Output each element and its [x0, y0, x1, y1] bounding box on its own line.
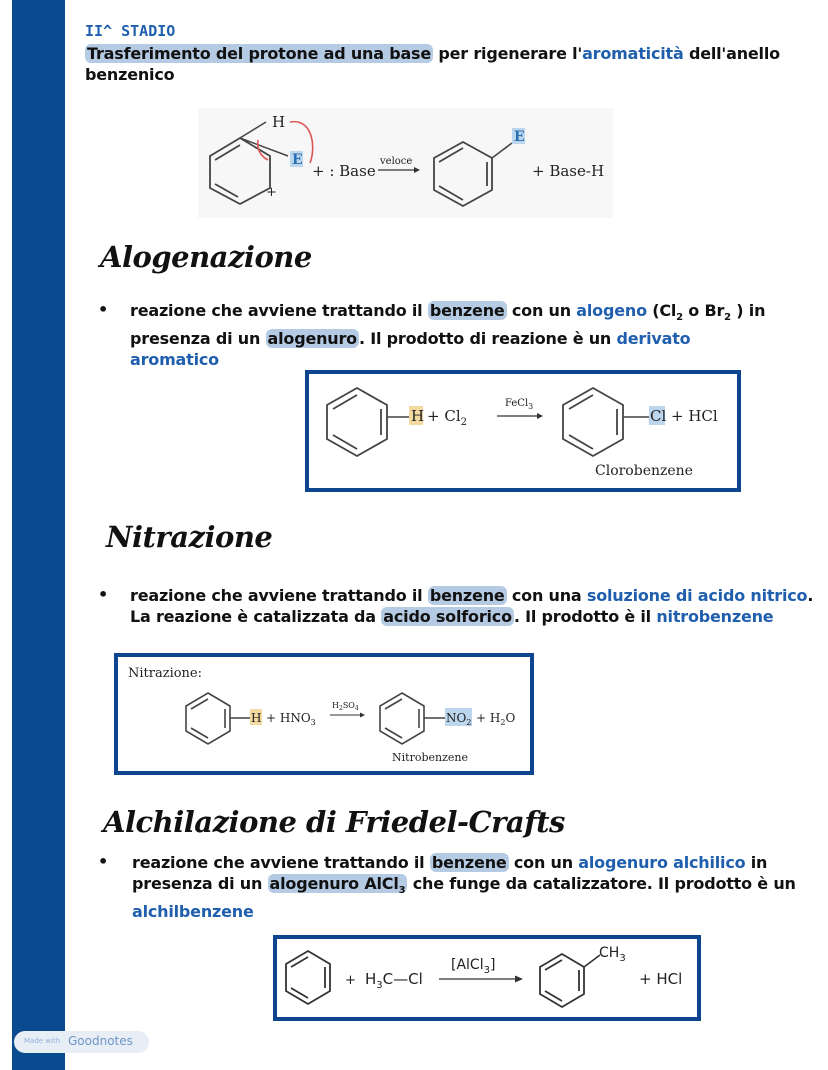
text: . — [807, 586, 814, 605]
product-label: + Base-H — [532, 162, 605, 180]
arrow-label: veloce — [380, 156, 413, 167]
methyl-label: $CH_3$ — [599, 945, 626, 964]
benzene-ring — [286, 951, 330, 1004]
key-term: derivato — [616, 329, 691, 349]
alogenazione-scheme-box — [305, 370, 741, 492]
text: con una — [506, 586, 587, 605]
catalyst-label: [AlCl$_3$] — [451, 957, 496, 976]
arrow-head — [515, 976, 523, 983]
section-title-alogenazione: Alogenazione — [100, 240, 312, 274]
key-term: aromaticità — [582, 44, 684, 63]
electrophile-label: E — [514, 129, 525, 145]
alchilazione-description — [132, 852, 812, 922]
nitrazione-scheme — [118, 657, 530, 771]
stage-heading: II^ STADIO — [85, 22, 176, 40]
text: ) in — [730, 301, 766, 320]
text: La reazione è catalizzata da — [130, 607, 382, 626]
reagent-label: + $HNO_3$ — [266, 711, 316, 727]
base-label: + : Base — [312, 162, 376, 180]
highlight-text: benzene — [431, 853, 507, 872]
deprotonation-scheme — [198, 108, 613, 218]
text: presenza di un — [130, 329, 266, 349]
text: dell'anello — [683, 44, 780, 63]
made-with-badge — [14, 1031, 149, 1053]
chlorine-label: Cl — [650, 407, 667, 425]
hydrogen-label: H — [272, 113, 286, 131]
text: . Il prodotto di reazione è un — [358, 329, 617, 349]
reagent-label: $H_3C—Cl$ — [365, 970, 423, 991]
alogenazione-scheme — [309, 374, 737, 488]
highlight-text: benzene — [429, 586, 505, 605]
text: presenza di un — [132, 874, 268, 893]
plus-charge: + — [266, 185, 277, 200]
stage-description — [85, 43, 815, 85]
alchilazione-scheme — [277, 939, 697, 1017]
arrow-head — [360, 713, 365, 718]
text: (Cl — [646, 301, 677, 320]
electrophile-label: E — [292, 152, 303, 168]
key-term: alogeno — [576, 301, 647, 320]
highlight-text: alogenuro — [267, 329, 357, 349]
section-title-nitrazione: Nitrazione — [106, 520, 273, 554]
text: . Il prodotto è il — [513, 607, 657, 626]
toluene-ring — [540, 954, 584, 1007]
benzene-ring — [380, 693, 424, 744]
product-name: Clorobenzene — [595, 463, 693, 479]
hydrogen-label: H — [251, 711, 262, 725]
byproduct-label: + HCl — [639, 970, 683, 988]
highlight-text: Trasferimento del protone ad una base — [87, 44, 432, 63]
key-term: aromatico — [130, 350, 219, 370]
nitrazione-scheme-box — [114, 653, 534, 775]
bullet: • — [98, 585, 109, 604]
alchilazione-scheme-box — [273, 935, 701, 1021]
catalyst-label: FeCl$_3$ — [505, 398, 534, 411]
nitrazione-description — [130, 585, 820, 627]
section-title-alchilazione: Alchilazione di Friedel-Crafts — [103, 805, 565, 839]
arrow-head — [537, 413, 543, 419]
text: reazione che avviene trattando il — [130, 301, 428, 320]
text: in — [745, 853, 768, 872]
benzene-ring — [563, 388, 623, 456]
sidebar-stripe — [12, 0, 65, 1070]
key-term: alogenuro alchilico — [578, 853, 746, 872]
reagent-label: + $Cl_2$ — [427, 407, 467, 428]
highlight-text: benzene — [429, 301, 505, 320]
key-term: soluzione di acido nitrico — [586, 586, 808, 605]
text: o Br — [682, 301, 725, 320]
byproduct-label: + HCl — [671, 407, 718, 425]
badge-prefix: Made with — [24, 1037, 61, 1045]
catalyst-label: $H_2SO_4$ — [332, 701, 359, 712]
text: per rigenerare l' — [433, 44, 583, 63]
subscript: 2 — [676, 312, 683, 324]
key-term: nitrobenzene — [656, 607, 774, 626]
highlight-text: alogenuro AlCl$_3$ — [269, 874, 406, 897]
key-term: alchilbenzene — [132, 902, 254, 922]
highlight-text: acido solforico — [383, 607, 512, 626]
byproduct-label: + $H_2O$ — [476, 711, 516, 727]
text: reazione che avviene trattando il — [132, 853, 430, 872]
benzene-ring — [186, 693, 230, 744]
product-name: Nitrobenzene — [392, 751, 468, 764]
bullet: • — [98, 852, 109, 871]
text: con un — [508, 853, 579, 872]
bullet: • — [98, 300, 109, 319]
hydrogen-label: H — [411, 407, 425, 425]
text: benzenico — [85, 65, 175, 84]
nitro-label: $NO_2$ — [446, 711, 472, 727]
bond — [584, 955, 600, 967]
text: che funge da catalizzatore. Il prodotto è un — [407, 874, 796, 893]
plus-sign: + — [345, 973, 356, 988]
subscript: 2 — [724, 312, 731, 324]
benzene-ring — [327, 388, 387, 456]
text: reazione che avviene trattando il — [130, 586, 428, 605]
alogenazione-description — [130, 300, 810, 370]
badge-brand: Goodnotes — [68, 1034, 133, 1048]
text: con un — [506, 301, 577, 320]
scheme-label: Nitrazione: — [128, 666, 203, 681]
